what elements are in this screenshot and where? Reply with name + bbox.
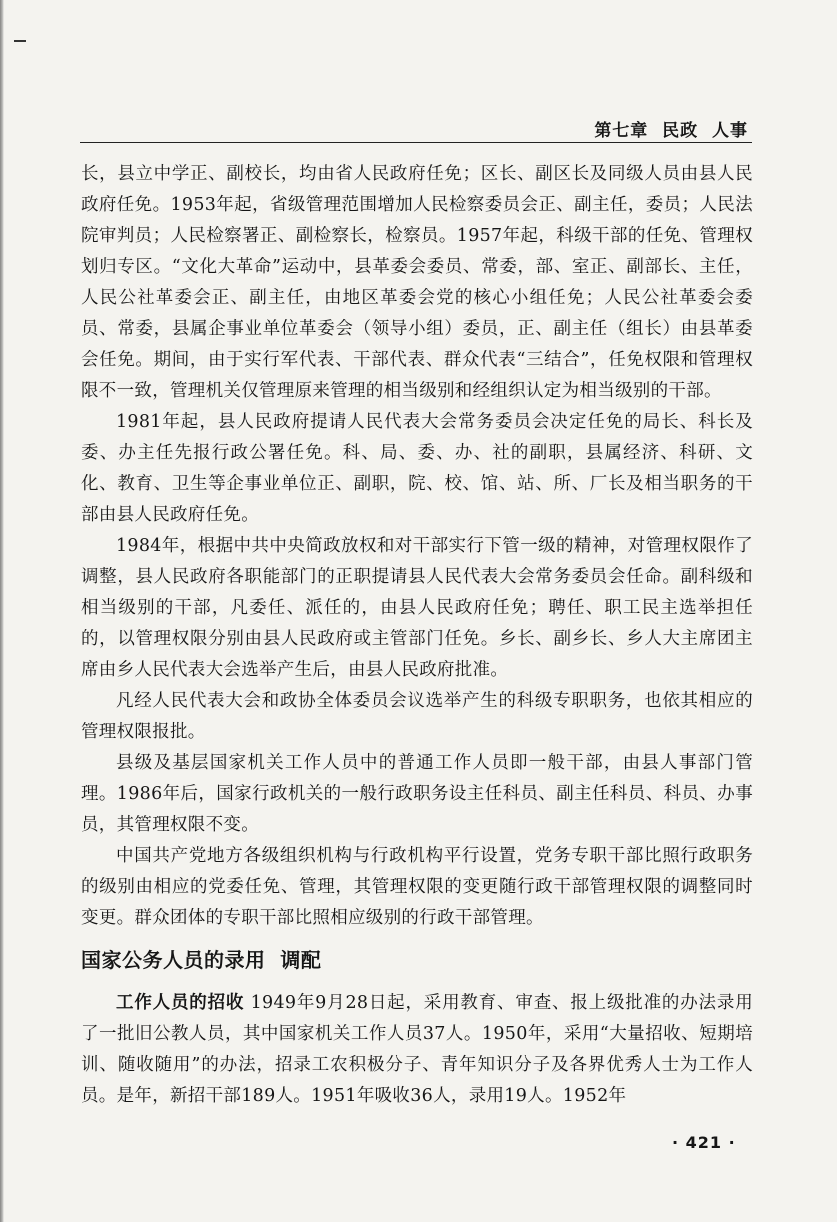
running-header <box>80 112 752 143</box>
paragraph-continued: 长，县立中学正、副校长，均由省人民政府任免；区长、副区长及同级人员由县人民政府任免。1953年起，省级管理范围增加人民检察委员会正、副主任，委员；人民法院审判员；人民检察署正、副检察长，检察员。1957年起，科级干部的任免、管理权划归专区。“文化大革命”运动中，县革委会委员、常委，部、室正、副部长、主任，人民公社革委会正、副主任，由地区革委会党的核心小组任免；人民公社革委会委员、常委，县属企事业单位革委会（领导小组）委员，正、副主任（组长）由县革委会任免。期间，由于实行军代表、干部代表、群众代表“三结合”，任免权限和管理权限不一致，管理机关仅管理原来管理的相当级别和经组织认定为相当级别的干部。 <box>81 164 753 401</box>
page-binding-edge <box>0 0 4 1222</box>
page-body <box>81 159 753 1112</box>
paragraph-party-cadres: 中国共产党地方各级组织机构与行政机构平行设置，党务专职干部比照行政职务的级别由相应的党委任免、管理，其管理权限的变更随行政干部管理权限的调整同时变更。群众团体的专职干部比照相应级别的行政干部管理。 <box>81 846 753 928</box>
page-number: · 421 · <box>672 1133 736 1152</box>
subsection-title: 工作人员的招收 <box>116 993 245 1013</box>
section-heading: 国家公务人员的录用 调配 <box>81 948 322 972</box>
paragraph-1981: 1981年起，县人民政府提请人民代表大会常务委员会决定任免的局长、科长及委、办主任先报行政公署任免。科、局、委、办、社的副职，县属经济、科研、文化、教育、卫生等企事业单位正、副职，院、校、馆、站、所、厂长及相当职务的干部由县人民政府任免。 <box>81 412 753 525</box>
paragraph-recruitment <box>81 988 753 1112</box>
chapter-title: 第七章 民政 人事 <box>594 121 748 141</box>
subsection-text: 1949年9月28日起，采用教育、审查、报上级批准的办法录用了一批旧公教人员，其中国家机关工作人员37人。1950年，采用“大量招收、短期培训、随收随用”的办法，招录工农积极分子、青年知识分子及各界优秀人士为工作人员。是年，新招干部189人。1951年吸收36人，录用19人。1952年 <box>81 993 753 1106</box>
margin-mark <box>14 40 26 42</box>
paragraph-1984: 1984年，根据中共中央简政放权和对干部实行下管一级的精神，对管理权限作了调整，县人民政府各职能部门的正职提请县人民代表大会常务委员会任命。副科级和相当级别的干部，凡委任、派任的，由县人民政府任免；聘任、职工民主选举担任的，以管理权限分别由县人民政府或主管部门任免。乡长、副乡长、乡人大主席团主席由乡人民代表大会选举产生后，由县人民政府批准。 <box>81 536 753 680</box>
paragraph-general-staff: 县级及基层国家机关工作人员中的普通工作人员即一般干部，由县人事部门管理。1986年后，国家行政机关的一般行政职务设主任科员、副主任科员、科员、办事员，其管理权限不变。 <box>81 753 753 835</box>
paragraph-elected-posts: 凡经人民代表大会和政协全体委员会议选举产生的科级专职职务，也依其相应的管理权限报批。 <box>81 691 753 742</box>
